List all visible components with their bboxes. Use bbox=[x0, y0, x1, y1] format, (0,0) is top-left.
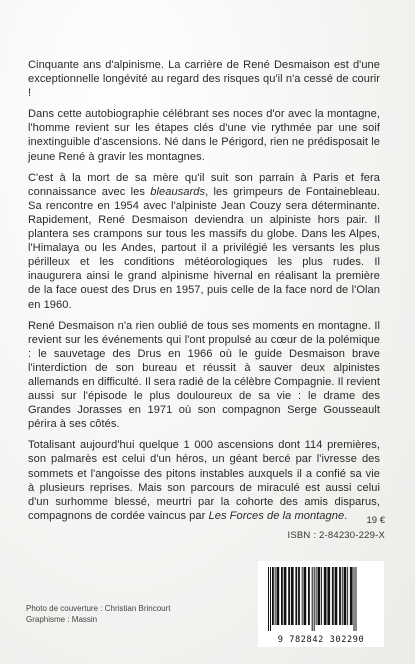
barcode-bar bbox=[321, 567, 322, 625]
blurb-paragraph-5-text-b: . bbox=[344, 509, 348, 522]
barcode-bar bbox=[327, 567, 330, 625]
blurb-emphasis-bleausards: bleausards bbox=[150, 185, 206, 198]
barcode-bar bbox=[312, 567, 313, 631]
barcode-bar bbox=[268, 567, 269, 631]
barcode-bar bbox=[350, 567, 353, 625]
barcode-bar bbox=[302, 567, 303, 625]
blurb-paragraph-5 bbox=[28, 438, 380, 523]
barcode-bar bbox=[277, 567, 280, 625]
design-credit: Graphisme : Massin bbox=[26, 614, 98, 624]
barcode-bar bbox=[335, 567, 338, 625]
isbn-label: ISBN : 2-84230-229-X bbox=[287, 530, 385, 541]
blurb-paragraph-5-text-a: Totalisant aujourd'hui quelque 1 000 ascensions dont 114 premières, son palmarès est celui d'un héros, un géant bercé par l'ivresse des sommets et l'angoisse des pitons instables auxquels il a confié sa vie à plusieurs reprises. Mais son parcours de miraculé est aussi celui d'un surhomme blessé, meurtri par la cohorte des amis disparus, compagnons de cordée vaincus par bbox=[28, 439, 380, 522]
barcode bbox=[258, 561, 384, 647]
barcode-bar bbox=[275, 567, 276, 625]
barcode-bar bbox=[356, 567, 357, 631]
barcode-bars bbox=[258, 561, 384, 635]
barcode-bar bbox=[318, 567, 321, 625]
photo-credit: Photo de couverture : Christian Brincourt bbox=[26, 604, 171, 613]
barcode-bar bbox=[314, 567, 315, 631]
barcode-bar bbox=[270, 567, 271, 631]
blurb-paragraph-2: Dans cette autobiographie célébrant ses noces d'or avec la montagne, l'homme revient sur les étapes clés d'une vie rythmée par une soif inextinguible d'ascensions. Né dans le Périgord, rien ne prédisposait le jeune René à gravir les montagnes. bbox=[28, 108, 380, 163]
barcode-bar bbox=[308, 567, 310, 625]
blurb-paragraph-3-text-a: C'est à la mort de sa mère qu'il suit son parrain à Paris et fera connaissance avec les bbox=[28, 171, 380, 198]
price-label: 19 € bbox=[366, 515, 385, 526]
blurb-paragraph-1: Cinquante ans d'alpinisme. La carrière de René Desmaison est d'une exceptionnelle longévité au regard des risques qu'il n'a cessé de courir ! bbox=[28, 59, 380, 100]
barcode-bar bbox=[354, 567, 355, 631]
barcode-bar bbox=[347, 567, 348, 625]
barcode-bar bbox=[344, 567, 347, 625]
barcode-bar bbox=[316, 567, 317, 625]
blurb-paragraph-3-text-b: , les grimpeurs de Fontainebleau. Sa rencontre en 1954 avec l'alpiniste Jean Couzy sera déterminante. Rapidement, René Desmaison deviendra un alpiniste hors pair. Il plantera ses crampons sur tous les massifs du globe. Dans les Alpes, l'Himalaya ou les Andes, partout il a privilégié les versants les plus périlleux et les conditions météorologiques les plus rudes. Il inaugurera ainsi le grand alpinisme hivernal en réalisant la première de la face ouest des Drus en 1957, puis celle de la face nord de l'Olan en 1960. bbox=[28, 185, 380, 311]
barcode-digits: 9 782842 302290 bbox=[277, 635, 365, 645]
barcode-bar bbox=[324, 567, 327, 625]
barcode-bar bbox=[284, 567, 287, 625]
barcode-bar bbox=[291, 567, 294, 625]
barcode-bar bbox=[304, 567, 307, 625]
barcode-bar bbox=[288, 567, 290, 625]
barcode-bar bbox=[342, 567, 343, 625]
blurb-paragraph-3 bbox=[28, 171, 380, 312]
barcode-bar bbox=[281, 567, 283, 625]
credits bbox=[26, 604, 171, 625]
barcode-bar bbox=[272, 567, 274, 625]
blurb-paragraph-4: René Desmaison n'a rien oublié de tous ses moments en montagne. Il revient sur les événements qui l'ont propulsé au cœur de la polémique : le sauvetage des Drus en 1966 où le guide Desmaison brave l'interdiction de son bureau et réussit à sauver deux alpinistes allemands en difficulté. Il sera radié de la célèbre Compagnie. Il revient aussi sur l'épisode le plus douloureux de sa vie : le drame des Grandes Jorasses en 1971 où son compagnon Serge Gousseault périra à ses côtés. bbox=[28, 319, 380, 431]
barcode-bar bbox=[295, 567, 297, 625]
barcode-bar bbox=[298, 567, 300, 625]
blurb-emphasis-book-title: Les Forces de la montagne bbox=[208, 509, 345, 522]
barcode-bar bbox=[339, 567, 341, 625]
barcode-bar bbox=[332, 567, 334, 625]
back-cover-blurb bbox=[28, 58, 380, 530]
